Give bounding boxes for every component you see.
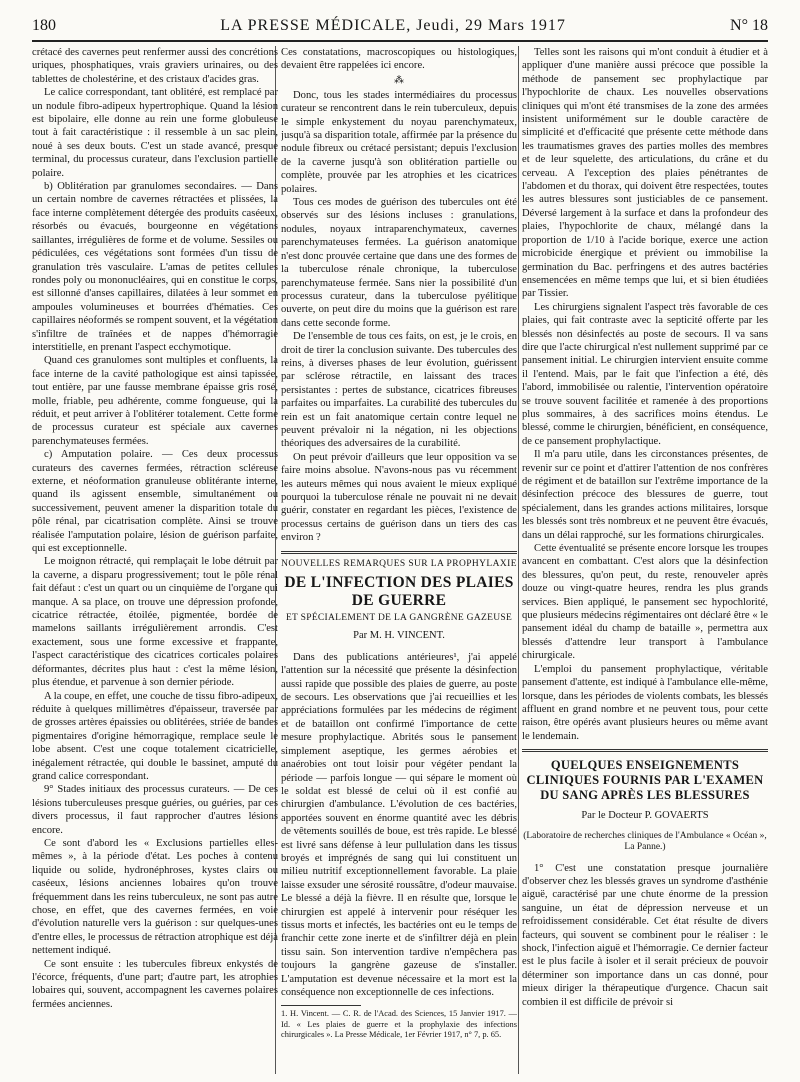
paragraph: De l'ensemble de tous ces faits, on est, je le crois, en droit de tirer la conclusion suivante. Des tubercules des reins, à diverses phases de leur évolution, guérissent par sclérose rétractile, en laissant des traces persistantes : pertes de substance, cicatrices fibreuses parfaites ou imparfaites. La curabilité des tubercules du rein est un fait anatomique certain contre lequel ne peuvent prévaloir ni la négation, ni les objections théoriques des adversaires de la curabilité. — [281, 331, 517, 450]
paragraph: Telles sont les raisons qui m'ont conduit à étudier et à appliquer d'une manière aussi précoce que possible la méthode de pansement sec prophylactique par l'hypochlorite de chaux. Les nouvelles observations cliniques qui m'ont été transmises de la zone des armées insistent uniformément sur le double caractère de simplicité et d'efficacité que présente cette méthode dans les traumatismes graves des parties molles des membres et de leur squelette, des articulations, du crâne et du cerveau. A l'exception des plaies pénétrantes de l'abdomen et du thorax, qui doivent être respectées, toutes les autres blessures sont justiciables de ce pansement. Déversé largement à la surface et dans la profondeur des plaies, l'hypochlorite de chaux, mélangé dans la proportion de 1/10 à l'acide borique, exerce une action microbicide énergique et prévient ou immobilise la germination du Bac. perfringens et des autres bactéries ensemencées en même temps que lui, et si bien étudiées par Tissier. — [522, 47, 768, 300]
paragraph: Cette éventualité se présente encore lorsque les troupes avancent en combattant. C'est alors que la désinfection des blessures, qu'on peut, du reste, renouveler après douze ou vingt-quatre heures, rendra les plus grands services. Bien appliqué, le pansement sec hypochlorité, que plusieurs médecins régimentaires ont déclaré être « le pansement idéal du champ de bataille », permettra aux blessés d'attendre leur transport à l'ambulance chirurgicale. — [522, 543, 768, 662]
paragraph: Ces constatations, macroscopiques ou histologiques, devaient être rappelées ici encore. — [281, 47, 517, 72]
paragraph: Dans des publications antérieures¹, j'ai appelé l'attention sur la nécessité que présente la désinfection aussi rapide que possible des plaies de guerre, au poste de secours. Les observations que j'ai recueillies et les appréciations formulées par les médecins de régiment et de bataillon ont confirmé l'importance de cette mesure prophylactique. Abrités sous le pansement simplement aseptique, les germes aérobies et anaérobies ont tout loisir pour végéter pendant la période — parfois longue — qui sépare le moment où le soldat est blessé de celui où il est confié au chirurgien d'ambulance. L'évolution de ces bactéries, apportées souvent en énorme quantité avec les débris de vêtements souillés de boue, est très rapide. Le blessé est livré sans défense à leur pullulation dans les tissus broyés et imprégnés de sang qui lui constituent un milieu nutritif exceptionnellement favorable. La plaie laisse exsuder une sérosité roussâtre, d'odeur mauvaise. Le blessé a déjà la fièvre. Il en résulte que, lorsque le chirurgien est appelé à intervenir pour réséquer les tissus morts et infectés, les bactéries ont eu le temps de franchir cette zone inerte et de s'infiltrer déjà en plein tissu sain. Son intervention tardive n'empêchera pas toujours la gangrène gazeuse de s'installer. L'amputation est devenue nécessaire et la mort est la conséquence non exceptionnelle de ces infections. — [281, 651, 517, 998]
article-kicker: NOUVELLES REMARQUES SUR LA PROPHYLAXIE — [281, 558, 517, 569]
journal-name: LA PRESSE MÉDICALE, — [220, 17, 412, 34]
column-3 — [522, 46, 768, 1074]
paragraph: L'emploi du pansement prophylactique, véritable pansement d'attente, est indiqué à l'ambulance elle-même, lorsque, dans les périodes de violents combats, les blessés affluent en grand nombre et ne peuvent tous, pour cette raison, être opérés avant plusieurs heures ou même avant le lendemain. — [522, 663, 768, 742]
article-byline: Par M. H. VINCENT. — [353, 630, 445, 642]
article2-byline: Par le Docteur P. GOVAERTS — [581, 810, 709, 822]
paragraph: Tous ces modes de guérison des tubercules ont été observés sur des lésions incluses : granulations, nodules, noyaux intraparenchymateux, cavernes parenchymateuses fermées. La guérison anatomique n'est donc prouvée certaine que dans une des formes de la tuberculose rénale chronique, la tuberculose parenchymateuse fermée. Sans nier la possibilité d'un processus curateur, dans la tuberculose pyélitique ouverte, on peut dire du moins que la guérison est rare dans cette seconde forme. — [281, 197, 517, 329]
page-header — [32, 14, 768, 38]
paragraph: Les chirurgiens signalent l'aspect très favorable de ces plaies, qui fait contraste avec la septicité offerte par les blessés non désinfectés au poste de secours. Il va sans dire que l'acte chirurgical n'est nullement supprimé par ce pansement initial. Le chirurgien intervient ensuite comme il l'entend. Mais, par le fait que l'infection a été, dès l'abord, immobilisée ou ralentie, l'intervention opératoire se trouve souvent facilitée et ramenée à des proportions plus sommaires, à des sacrifices moins étendus. Le blessé, comme le chirurgien, bénéficient, en conséquence, de ce pansement prophylactique. — [522, 301, 768, 447]
article2-affiliation: (Laboratoire de recherches cliniques de l'Ambulance « Océan », La Panne.) — [523, 830, 767, 853]
header-rule — [32, 40, 768, 42]
article-subtitle: ET SPÉCIALEMENT DE LA GANGRÈNE GAZEUSE — [285, 613, 513, 624]
paragraph: crétacé des cavernes peut renfermer aussi des concrétions uriques, phosphatiques, vrais graviers urinaires, ou des tablettes de cholestérine, et des cristaux d'acides gras. — [32, 47, 278, 85]
article-separator — [522, 749, 768, 752]
paragraph: A la coupe, en effet, une couche de tissu fibro-adipeux, réduite à quelques millimètres d'épaisseur, traversée par de grosses artères épaissies ou oblitérées, striée de bandes pigmentaires d'origine hémorragique, remplace seule le lobe absent. C'est une coque totalement cicatricielle, inégalement rétractée, qui double le bassinet, amputé du grand calice correspondant. — [32, 690, 278, 782]
column-1 — [32, 46, 278, 1074]
paragraph: Ce sont ensuite : les tubercules fibreux enkystés de l'écorce, fréquents, d'une part; d'autre part, les atrophies lobaires qui, souvent, accompagnent les cavernes polaires fermées anciennes. — [32, 958, 278, 1010]
paragraph: c) Amputation polaire. — Ces deux processus curateurs des cavernes fermées, rétraction scléreuse externe, et néoformation granuleuse oblitérante interne, quand ils agissent ensemble, simultanément ou successivement, peuvent amener la disparition totale du pôle rénal, par cicatrisation complète. Ainsi se trouve réalisée l'amputation polaire, lésion de guérison parfaite, qui est exceptionnelle. — [32, 449, 278, 555]
journal-title — [220, 17, 566, 35]
paragraph: Quand ces granulomes sont multiples et confluents, la face interne de la cavité pathologique est ainsi tapissée, tout entière, par une fausse membrane épaisse gris rosé, molle, friable, peu adhérente, comme fongueuse, qui la réduit, et peut arriver à l'oblitérer totalement. Cette forme de processus curateur est spéciale aux cavernes parenchymateuses fermées. — [32, 355, 278, 447]
section-separator-stars: ⁂ — [394, 74, 404, 86]
article-separator — [281, 551, 517, 554]
column-divider — [518, 46, 519, 1074]
paragraph: 1° C'est une constatation presque journalière d'observer chez les blessés graves un syndrome d'asthénie aiguë, caractérisé par une chute énorme de la pression sanguine, un état de dépression nerveuse et un refroidissement considérable. Cet état résulte de divers facteurs, qui souvent se combinent pour le réaliser : le shock, l'infection aiguë et l'hémorragie. Ce dernier facteur est le plus facile à isoler et il serait précieux de pouvoir déterminer son importance dans un cas donné, pour mieux diriger la thérapeutique d'urgence. Chacun sait combien il est difficile de prévoir si — [522, 862, 768, 1008]
paragraph: On peut prévoir d'ailleurs que leur opposition va se faire moins absolue. N'avons-nous pas vu récemment les auteurs mêmes qui nous avaient le mieux expliqué pourquoi la tuberculose rénale ne pouvait ni ne devait guérir, constater en regardant les pièces, l'existence de processus certains de guérison dans un tiers des cas environ ? — [281, 451, 517, 544]
paragraph: Ce sont d'abord les « Exclusions partielles elles-mêmes », à la période d'état. Les poches à contenu liquide ou solide, hydronéphroses, kystes clairs ou caséeux, lésions anciennes lobaires qu'on trouve fréquemment dans les reins tuberculeux, ne sont pas autre chose, en effet, que des cavernes fermées, en voie d'évolution naturelle vers la guérison : sur quelques-unes d'entre elles, le processus de rétraction atrophique est déjà nettement indiqué. — [32, 837, 278, 957]
paragraph: 9° Stades initiaux des processus curateurs. — De ces lésions tuberculeuses presque guéries, ou guéries, par ces divers processus, il faut rapprocher d'autres lésions encore. — [32, 784, 278, 836]
footnote: 1. H. Vincent. — C. R. de l'Acad. des Sciences, 15 Janvier 1917. — Id. « Les plaies de guerre et la prophylaxie des infections chirurgicales ». La Presse Médicale, 1er Février 1917, n° 7, p. 65. — [281, 1009, 517, 1040]
paragraph: Le moignon rétracté, qui remplaçait le lobe détruit par la caverne, a disparu progressivement; tout le pôle rénal fait défaut : c'est un quart ou un cinquième de l'organe qui manque. A sa place, on trouve une dépression profonde, cicatrice rétractée, étoilée, pigmentée, bordée de mamelons saillants irrégulièrement arrondis. C'est exactement, sous une forme excessive et frappante, l'aspect caractéristique des cicatrices corticales polaires déformantes, décrites plus haut : c'est la même lésion, plus étendue, et parvenue à son dernier période. — [32, 556, 278, 689]
footnote-rule — [281, 1005, 361, 1006]
article2-title: QUELQUES ENSEIGNEMENTS CLINIQUES FOURNIS PAR L'EXAMEN DU SANG APRÈS LES BLESSURES — [526, 758, 764, 803]
issue-number: N° 18 — [730, 17, 768, 34]
article-title: DE L'INFECTION DES PLAIES DE GUERRE — [284, 574, 514, 610]
column-2 — [281, 46, 517, 1074]
paragraph: b) Oblitération par granulomes secondaires. — Dans un certain nombre de cavernes rétractées et plissées, la face interne complètement détergée des produits caséeux, résorbés ou évacués, bourgeonne en végétations saillantes, irrégulières de forme et de volume. Sessiles ou pédiculées, ces végétations sont formées d'un tissu de granulation très vasculaire. L'amas de petites cellules rondes poly ou mononucléaires, qui en constitue le corps, est sillonné d'anses capillaires, dilatées à leur sommet en ampoules volumineuses et bourrées d'hématies. Ces capillaires néoformés se rompent souvent, et la végétation s'infiltre de traînées et de nappes d'hémorragie interstitielle, en prenant l'aspect ecchymotique. — [32, 181, 278, 353]
paragraph: Il m'a paru utile, dans les circonstances présentes, de revenir sur ce point et d'attirer l'attention de nos confrères de régiment et de bataillon sur l'extrême importance de la désinfection précoce des blessures de guerre, tout spécialement, dans les grandes actions militaires, lorsque les blessés sont très nombreux et ne peuvent être évacués, dans un délai rapproché, sur les formations chirurgicales. — [522, 449, 768, 541]
issue-date: Jeudi, 29 Mars 1917 — [416, 17, 566, 34]
paragraph: Donc, tous les stades intermédiaires du processus curateur se rencontrent dans le rein tuberculeux, depuis le simple enkystement du noyau parenchymateux, jusqu'à sa disparition totale, affirmée par la présence du nodule fibreux ou crétacé persistant; depuis l'exclusion de la caverne jusqu'à son oblitération partielle ou complète, prouvée par les atrophies et les cicatrices polaires. — [281, 89, 517, 195]
page-number: 180 — [32, 17, 56, 34]
paragraph: Le calice correspondant, tant oblitéré, est remplacé par un nodule fibro-adipeux hypertrophique. Quand la lésion est bipolaire, elle donne au rein une forme globuleuse tout à fait caractéristique : il ressemble à un sac plein, noué à ses deux bouts. C'est un stade avancé, presque terminal, du processus curateur, dans l'exclusion partielle polaire. — [32, 87, 278, 179]
